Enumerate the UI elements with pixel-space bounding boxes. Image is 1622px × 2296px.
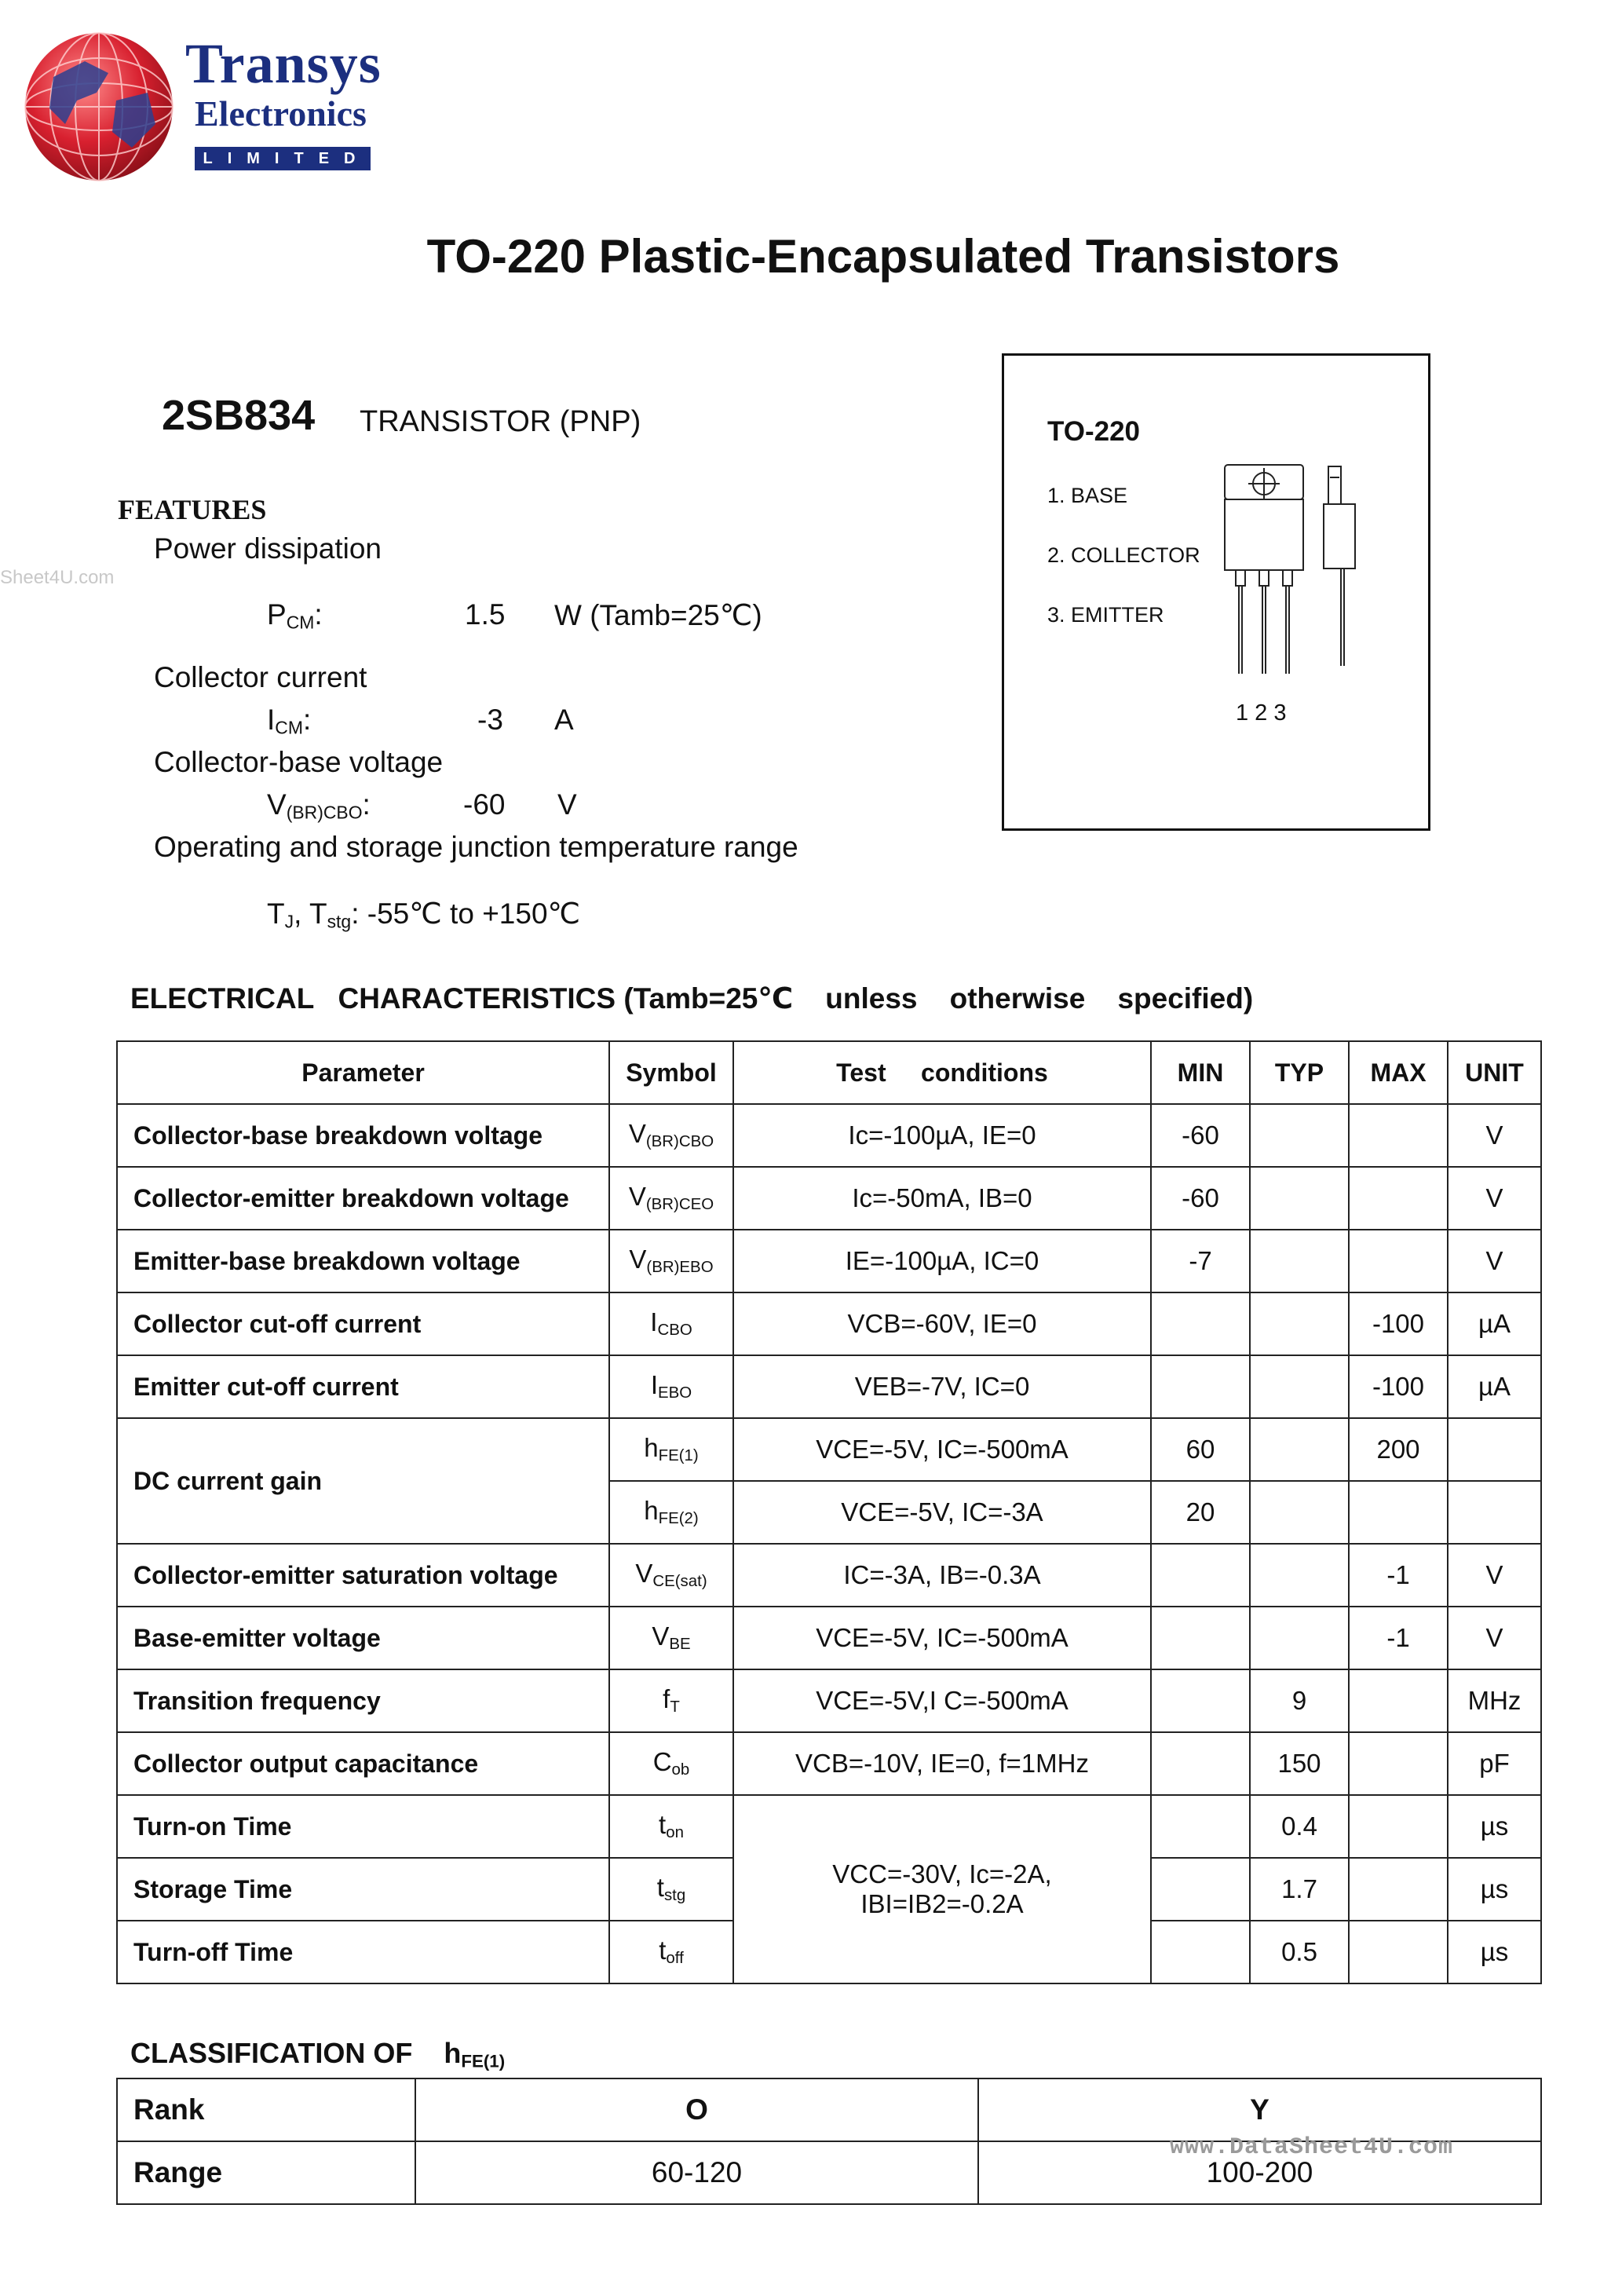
package-title: TO-220 (1047, 416, 1141, 447)
typ-cell (1250, 1167, 1349, 1230)
param-cell: Transition frequency (117, 1669, 609, 1732)
min-cell (1151, 1607, 1250, 1669)
table-row (117, 1104, 1541, 1167)
pin-3-label: 3. EMITTER (1047, 603, 1164, 627)
header-cell: MIN (1151, 1041, 1250, 1104)
temp-range: $T_J$, $T_{stg}$: -55℃ to +150℃ (267, 898, 581, 932)
param-cell: Turn-on Time (117, 1795, 609, 1858)
table-row (117, 1544, 1541, 1607)
param-cell: Turn-off Time (117, 1921, 609, 1983)
max-cell (1349, 1230, 1448, 1292)
symbol-cell: $t_{off}$ (609, 1921, 733, 1983)
condition-cell: VCB=-60V, IE=0 (733, 1292, 1151, 1355)
symbol-cell: $I_{CBO}$ (609, 1292, 733, 1355)
max-cell: 200 (1349, 1418, 1448, 1481)
typ-cell: 0.5 (1250, 1921, 1349, 1983)
typ-cell: 0.4 (1250, 1795, 1349, 1858)
min-cell (1151, 1292, 1250, 1355)
min-cell (1151, 1544, 1250, 1607)
header-cell: TYP (1250, 1041, 1349, 1104)
min-cell (1151, 1921, 1250, 1983)
symbol-cell: $V_{CE(sat)}$ (609, 1544, 733, 1607)
current-unit: A (554, 704, 574, 736)
min-cell: 60 (1151, 1418, 1250, 1481)
table-row (117, 1230, 1541, 1292)
current-value: -3 (477, 704, 503, 736)
typ-cell (1250, 1230, 1349, 1292)
globe-logo-icon (22, 30, 176, 184)
max-cell (1349, 1795, 1448, 1858)
max-cell (1349, 1481, 1448, 1544)
header-cell: UNIT (1448, 1041, 1541, 1104)
condition-cell: VCB=-10V, IE=0, f=1MHz (733, 1732, 1151, 1795)
table-header-row (117, 1041, 1541, 1104)
rank-row (117, 2078, 1541, 2141)
pin-2-label: 2. COLLECTOR (1047, 543, 1200, 567)
unit-cell (1448, 1418, 1541, 1481)
typ-cell (1250, 1481, 1349, 1544)
voltage-unit: V (557, 788, 577, 821)
unit-cell (1448, 1481, 1541, 1544)
symbol-cell: $h_{FE(2)}$ (609, 1481, 733, 1544)
features-heading: FEATURES (118, 494, 267, 525)
typ-cell: 1.7 (1250, 1858, 1349, 1921)
current-label: Collector current (154, 661, 367, 693)
min-cell (1151, 1669, 1250, 1732)
min-cell (1151, 1858, 1250, 1921)
typ-cell (1250, 1544, 1349, 1607)
min-cell (1151, 1355, 1250, 1418)
classification-title: CLASSIFICATION OF $h_{FE(1)}$ (130, 2037, 506, 2071)
unit-cell: µA (1448, 1292, 1541, 1355)
page-title: TO-220 Plastic-Encapsulated Transistors (426, 230, 1340, 283)
voltage-label: Collector-base voltage (154, 746, 444, 778)
max-cell: -100 (1349, 1292, 1448, 1355)
power-label: Power dissipation (154, 532, 382, 565)
electrical-characteristics-table (116, 1040, 1542, 1984)
typ-cell (1250, 1607, 1349, 1669)
param-cell: Emitter-base breakdown voltage (117, 1230, 609, 1292)
power-symbol: $P_{CM}$: (267, 598, 323, 633)
max-cell (1349, 1669, 1448, 1732)
max-cell (1349, 1858, 1448, 1921)
condition-cell: Ic=-100µA, IE=0 (733, 1104, 1151, 1167)
table-row (117, 1355, 1541, 1418)
logo-name: Transys (185, 32, 382, 95)
min-cell: -60 (1151, 1167, 1250, 1230)
max-cell (1349, 1167, 1448, 1230)
condition-cell: VEB=-7V, IC=0 (733, 1355, 1151, 1418)
symbol-cell: $t_{on}$ (609, 1795, 733, 1858)
min-cell: 20 (1151, 1481, 1250, 1544)
param-cell: DC current gain (117, 1418, 609, 1544)
unit-cell: V (1448, 1607, 1541, 1669)
unit-cell: V (1448, 1167, 1541, 1230)
param-cell: Collector output capacitance (117, 1732, 609, 1795)
part-number: 2SB834 (162, 392, 316, 439)
typ-cell: 9 (1250, 1669, 1349, 1732)
current-symbol: $I_{CM}$: (267, 704, 312, 738)
symbol-cell: $C_{ob}$ (609, 1732, 733, 1795)
condition-cell: VCE=-5V, IC=-3A (733, 1481, 1151, 1544)
max-cell (1349, 1732, 1448, 1795)
watermark-right: www.DataSheet4U.com (1170, 2134, 1454, 2161)
condition-cell: VCC=-30V, Ic=-2A, IBI=IB2=-0.2A (733, 1795, 1151, 1983)
condition-cell: VCE=-5V, IC=-500mA (733, 1607, 1151, 1669)
unit-cell: MHz (1448, 1669, 1541, 1732)
logo-subname: Electronics (195, 93, 367, 133)
param-cell: Collector cut-off current (117, 1292, 609, 1355)
unit-cell: V (1448, 1230, 1541, 1292)
unit-cell: µs (1448, 1795, 1541, 1858)
symbol-cell: $V_{(BR)CBO}$ (609, 1104, 733, 1167)
ec-section-title: ELECTRICAL CHARACTERISTICS (Tamb=25℃ unless otherwise specified) (130, 982, 1254, 1015)
table-row (117, 1795, 1541, 1858)
rank-label: Rank (117, 2078, 415, 2141)
typ-cell (1250, 1292, 1349, 1355)
symbol-cell: $h_{FE(1)}$ (609, 1418, 733, 1481)
header-cell: Test conditions (733, 1041, 1151, 1104)
min-cell (1151, 1795, 1250, 1858)
power-value: 1.5 (465, 598, 506, 631)
unit-cell: pF (1448, 1732, 1541, 1795)
typ-cell (1250, 1104, 1349, 1167)
unit-cell: µs (1448, 1858, 1541, 1921)
symbol-cell: $I_{EBO}$ (609, 1355, 733, 1418)
unit-cell: µs (1448, 1921, 1541, 1983)
typ-cell: 150 (1250, 1732, 1349, 1795)
max-cell: -1 (1349, 1607, 1448, 1669)
typ-cell (1250, 1355, 1349, 1418)
table-row (117, 1732, 1541, 1795)
condition-cell: IC=-3A, IB=-0.3A (733, 1544, 1151, 1607)
param-cell: Collector-emitter saturation voltage (117, 1544, 609, 1607)
rank-o: O (415, 2078, 978, 2141)
pin-1-label: 1. BASE (1047, 484, 1128, 507)
table-row (117, 1292, 1541, 1355)
unit-cell: µA (1448, 1355, 1541, 1418)
unit-cell: V (1448, 1104, 1541, 1167)
symbol-cell: $t_{stg}$ (609, 1858, 733, 1921)
min-cell: -60 (1151, 1104, 1250, 1167)
temp-label: Operating and storage junction temperature range (154, 831, 798, 863)
table-row (117, 1418, 1541, 1481)
table-row (117, 1669, 1541, 1732)
range-o: 60-120 (415, 2141, 978, 2204)
param-cell: Collector-base breakdown voltage (117, 1104, 609, 1167)
part-type: TRANSISTOR (PNP) (360, 405, 641, 438)
pin-numbers: 1 2 3 (1236, 700, 1287, 726)
max-cell (1349, 1104, 1448, 1167)
range-label: Range (117, 2141, 415, 2204)
rank-y: Y (978, 2078, 1541, 2141)
condition-cell: VCE=-5V, IC=-500mA (733, 1418, 1151, 1481)
condition-cell: IE=-100µA, IC=0 (733, 1230, 1151, 1292)
logo-limited: LIMITED (195, 147, 371, 170)
param-cell: Storage Time (117, 1858, 609, 1921)
max-cell: -1 (1349, 1544, 1448, 1607)
range-y: 100-200 (978, 2141, 1541, 2204)
to220-package-drawing-icon (1218, 460, 1372, 682)
voltage-value: -60 (463, 788, 506, 821)
watermark-left: Sheet4U.com (0, 567, 115, 588)
table-row (117, 1607, 1541, 1669)
symbol-cell: $V_{(BR)EBO}$ (609, 1230, 733, 1292)
header-cell: MAX (1349, 1041, 1448, 1104)
header-cell: Parameter (117, 1041, 609, 1104)
symbol-cell: $f_T$ (609, 1669, 733, 1732)
condition-cell: Ic=-50mA, IB=0 (733, 1167, 1151, 1230)
min-cell (1151, 1732, 1250, 1795)
table-row (117, 1167, 1541, 1230)
voltage-symbol: $V_{(BR)CBO}$: (267, 788, 371, 823)
param-cell: Emitter cut-off current (117, 1355, 609, 1418)
max-cell (1349, 1921, 1448, 1983)
power-unit: W (Tamb=25℃) (554, 599, 762, 631)
param-cell: Base-emitter voltage (117, 1607, 609, 1669)
typ-cell (1250, 1418, 1349, 1481)
header-cell: Symbol (609, 1041, 733, 1104)
unit-cell: V (1448, 1544, 1541, 1607)
param-cell: Collector-emitter breakdown voltage (117, 1167, 609, 1230)
min-cell: -7 (1151, 1230, 1250, 1292)
max-cell: -100 (1349, 1355, 1448, 1418)
symbol-cell: $V_{(BR)CEO}$ (609, 1167, 733, 1230)
symbol-cell: $V_{BE}$ (609, 1607, 733, 1669)
condition-cell: VCE=-5V,I C=-500mA (733, 1669, 1151, 1732)
